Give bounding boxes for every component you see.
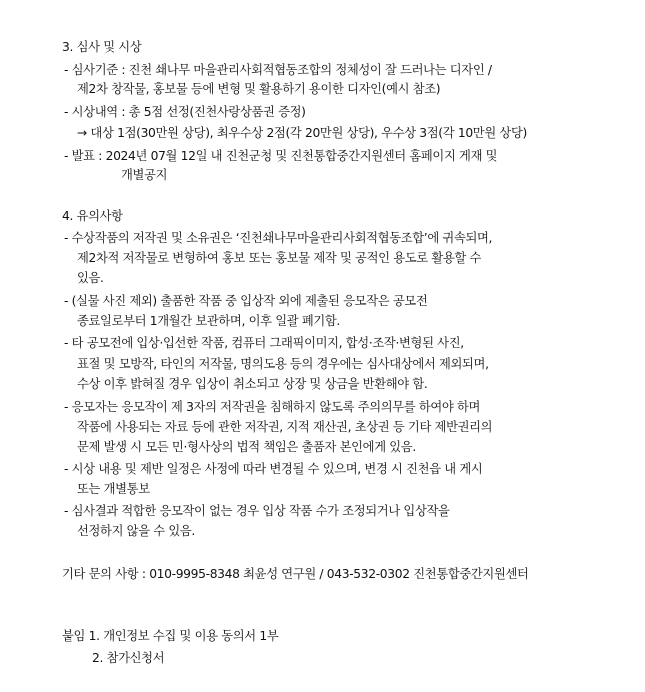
note-liability-cont: 작품에 사용되는 자료 등에 관한 저작권, 지적 재산권, 초상권 등 기타 제반권리의: [77, 420, 493, 434]
note-no-winner: - 심사결과 적합한 응모작이 없는 경우 입상 작품 수가 조정되거나 입상작을: [64, 504, 450, 518]
judging-criteria: - 심사기준 : 진천 쇄나무 마을관리사회적협동조합의 정체성이 잘 드러나는 디자인 /: [64, 63, 492, 77]
note-exclusion: - 타 공모전에 입상·입선한 작품, 컴퓨터 그래픽이미지, 합성·조작·변형된 사진,: [64, 336, 464, 350]
attachment-1: 붙임 1. 개인정보 수집 및 이용 동의서 1부: [62, 629, 279, 643]
note-copyright-cont: 제2차적 저작물로 변형하여 홍보 또는 홍보물 제작 및 공적인 용도로 활용할 수: [77, 251, 482, 265]
note-no-winner-cont: 선정하지 않을 수 있음.: [77, 524, 195, 538]
note-exclusion-cont: 표절 및 모방작, 타인의 저작물, 명의도용 등의 경우에는 심사대상에서 제외되며,: [77, 357, 489, 371]
awards-detail: - 시상내역 : 총 5점 선정(진천사랑상품권 증정): [64, 105, 306, 119]
note-copyright-end: 있음.: [77, 271, 104, 285]
section-4-heading: 4. 유의사항: [62, 209, 123, 223]
announcement: - 발표 : 2024년 07월 12일 내 진천군청 및 진천통합중간지원센터 홈페이지 게재 및: [64, 149, 498, 163]
section-3-heading: 3. 심사 및 시상: [62, 40, 142, 54]
note-storage: - (실물 사진 제외) 출품한 작품 중 입상작 외에 제출된 응모작은 공모전: [64, 294, 428, 308]
announcement-cont: 개별공지: [121, 168, 168, 182]
note-storage-cont: 종료일로부터 1개월간 보관하며, 이후 일괄 폐기함.: [77, 314, 340, 328]
note-exclusion-end: 수상 이후 밝혀질 경우 입상이 취소되고 상장 및 상금을 반환해야 함.: [77, 377, 428, 391]
note-copyright: - 수상작품의 저작권 및 소유권은 ‘진천쇄나무마을관리사회적협동조합’에 귀속되며,: [64, 231, 493, 245]
note-liability: - 응모자는 응모작이 제 3자의 저작권을 침해하지 않도록 주의의무를 하여야 하며: [64, 400, 481, 414]
note-liability-end: 문제 발생 시 모든 민·형사상의 법적 책임은 출품자 본인에게 있음.: [77, 440, 416, 454]
note-schedule-cont: 또는 개별통보: [77, 482, 150, 496]
judging-criteria-cont: 제2차 창작물, 홍보물 등에 변형 및 활용하기 용이한 디자인(예시 참조): [77, 82, 441, 96]
note-schedule: - 시상 내용 및 제반 일정은 사정에 따라 변경될 수 있으며, 변경 시 진천읍 내 게시: [64, 462, 483, 476]
awards-breakdown: → 대상 1점(30만원 상당), 최우수상 2점(각 20만원 상당), 우수상 3점(각 10만원 상당): [77, 126, 527, 140]
contact-info: 기타 문의 사항 : 010-9995-8348 최윤성 연구원 / 043-532-0302 진천통합중간지원센터: [62, 567, 529, 581]
attachment-2: 2. 참가신청서: [92, 651, 165, 665]
